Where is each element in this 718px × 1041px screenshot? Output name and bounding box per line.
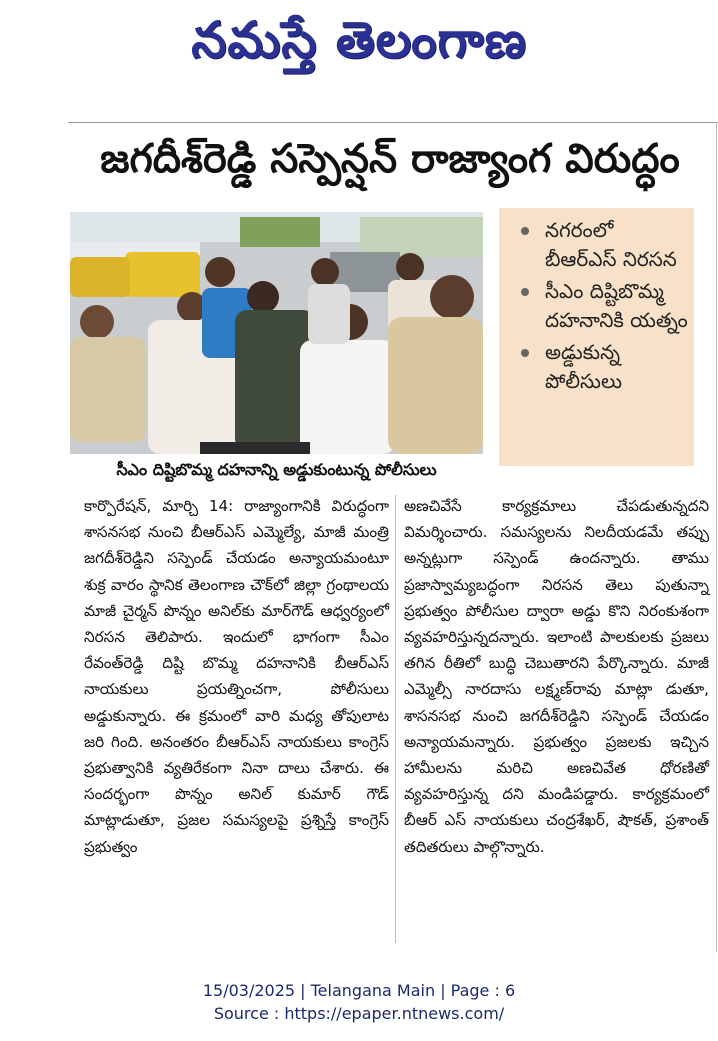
bullet-icon: [521, 349, 529, 357]
right-divider: [716, 122, 717, 952]
top-divider: [68, 122, 718, 123]
highlight-item: [517, 277, 690, 335]
article-headline: [70, 132, 710, 196]
footer-source: Source : https://epaper.ntnews.com/: [213, 1004, 505, 1023]
footer-edition-info: 15/03/2025 | Telangana Main | Page : 6: [202, 981, 516, 1000]
masthead-title: నమస్తే తెలంగాణ: [191, 10, 527, 69]
highlights-list: [499, 208, 694, 396]
column-divider: [395, 495, 396, 943]
article-body-left-column: కార్పొరేషన్, మార్చి 14: రాజ్యాంగానికి విరుద్ధంగా శాసనసభ నుంచి బీఆర్‌ఎస్ ఎమ్మెల్యే, మాజీ మంత్రి జగదీశ్‌రెడ్డిని సస్పెండ్ చేయడం అన్యాయమంటూ శుక్ర వారం స్థానిక తెలంగాణ చౌక్‌లో జిల్లా గ్రంథాలయ మాజీ చైర్మన్ పొన్నం అనిల్‌కు మార్‌గౌడ్ ఆధ్వర్యంలో నిరసన తెలిపారు. ఇందులో భాగంగా సీఎం రేవంత్‌రెడ్డి దిష్టి బొమ్మ దహనానికి బీఆర్‌ఎస్ నాయకులు ప్రయత్నించగా, పోలీసులు అడ్డుకున్నారు. ఈ క్రమంలో వారి మధ్య తోపులాట జరి గింది. అనంతరం బీఆర్‌ఎస్ నాయకులు కాంగ్రెస్ ప్రభుత్వానికి వ్యతిరేకంగా నినా దాలు చేశారు. ఈ సందర్భంగా పొన్నం అనిల్ కుమార్ గౌడ్ మాట్లాడుతూ, ప్రజల సమస్యలపై ప్రశ్నిస్తే కాంగ్రెస్ ప్రభుత్వం: [84, 497, 389, 856]
photo-caption: [70, 456, 483, 486]
news-photo: [70, 212, 483, 454]
highlights-box: [499, 208, 694, 466]
photo-caption-text: సీఎం దిష్టిబొమ్మ దహనాన్ని అడ్డుకుంటున్న పోలీసులు: [116, 459, 437, 479]
highlight-text: అడ్డుకున్న పోలీసులు: [545, 340, 623, 393]
newspaper-masthead: [0, 0, 718, 92]
bullet-icon: [521, 288, 529, 296]
highlight-item: [517, 216, 690, 274]
article-body-right-column: అణచివేసే కార్యక్రమాలు చేపడుతున్నదని విమర్శించారు. సమస్యలను నిలదీయడమే తప్పు అన్నట్లుగా సస్పెండ్ ఉందన్నారు. తాము ప్రజాస్వామ్యబద్ధంగా నిరసన తెలు పుతున్నా ప్రభుత్వం పోలీసుల ద్వారా అడ్డు కొని నిరంకుశంగా వ్యవహరిస్తున్నదన్నారు. ఇలాంటి పాలకులకు ప్రజలు తగిన రీతిలో బుద్ధి చెబుతారని పేర్కొన్నారు. మాజీ ఎమ్మెల్సీ నారదాసు లక్ష్మణ్‌రావు మాట్లా డుతూ, శాసనసభ నుంచి జగదీశ్‌రెడ్డిని సస్పెండ్ చేయడం అన్యాయమన్నారు. ప్రభుత్వం ప్రజలకు ఇచ్చిన హామీలను మరిచి అణచివేత ధోరణితో వ్యవహరిస్తున్న దని మండిపడ్డారు. కార్యక్రమంలో బీఆర్ ఎస్ నాయకులు చంద్రశేఖర్, షౌకత్, ప్రశాంత్ తదితరులు పాల్గొన్నారు.: [404, 497, 709, 856]
highlight-item: [517, 338, 690, 396]
headline-text: జగదీశ్‌రెడ్డి సస్పెన్షన్ రాజ్యాంగ విరుద్ధం: [100, 136, 680, 182]
protest-scene-image: [70, 212, 483, 454]
highlight-text: నగరంలో బీఆర్‌ఎస్ నిరసన: [545, 218, 677, 271]
highlight-text: సీఎం దిష్టిబొమ్మ దహనానికి యత్నం: [545, 279, 688, 332]
bullet-icon: [521, 227, 529, 235]
